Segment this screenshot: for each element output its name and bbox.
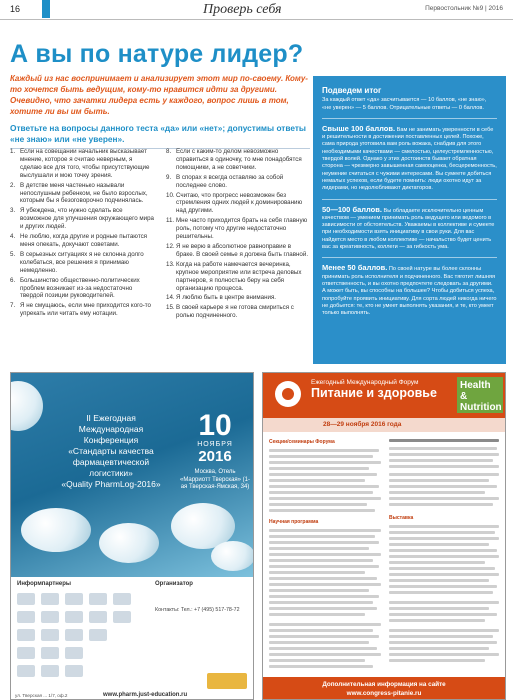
text-line: [269, 541, 379, 544]
question-item: 10. Считаю, что прогресс невозможен без стремления одних людей к доминированию над другими.: [166, 191, 303, 215]
text-line: [389, 465, 499, 468]
conference-venue: Москва, Отель «Марриотт Тверская» (1-ая Тверская-Ямская, 34): [179, 469, 250, 490]
article-title: А вы по натуре лидер?: [10, 40, 304, 68]
text-line: [389, 641, 497, 644]
question-item: 9. В спорах я всегда оставляю за собой последнее слово.: [166, 173, 284, 189]
text-line: [269, 613, 365, 616]
text-line: [269, 635, 379, 638]
partner-logo: [65, 665, 83, 677]
partner-logo: [41, 611, 59, 623]
text-line: [269, 653, 381, 656]
conference-banner: [11, 373, 253, 577]
questions-column-1: [10, 148, 154, 320]
text-line: [269, 559, 373, 562]
partner-logo: [89, 629, 107, 641]
questions-column-2: [166, 148, 310, 322]
text-line: [269, 547, 369, 550]
text-line: [269, 473, 377, 476]
partner-logo: [65, 647, 83, 659]
text-line: [389, 567, 495, 570]
question-item: 6. Большинство общественно-политических проблем возникает из-за недостаточно твердой позиции руководителей.: [10, 276, 140, 300]
text-line: [389, 479, 489, 482]
question-item: 2. В детстве меня частенько называли непослушным ребенком, не было взрослых, которым бы я безоговорочно подчинялась.: [10, 181, 148, 205]
text-line: [389, 503, 493, 506]
pill-graphic: [21, 508, 91, 552]
text-line: [269, 503, 367, 506]
question-item: 4. Не люблю, когда другие и родные пытаются меня опекать, докучают советами.: [10, 233, 148, 248]
forum-info-label: Дополнительная информация на сайте: [322, 681, 446, 688]
text-line: [389, 549, 497, 552]
magazine-issue: Первостольник №9 | 2016: [425, 5, 503, 12]
text-line: [389, 573, 499, 576]
forum-title: Питание и здоровье: [311, 386, 437, 400]
question-item: 7. Я не смущаюсь, если мне приходится кого-то упрекать или читать ему нотации.: [10, 302, 151, 318]
results-box: [313, 76, 506, 364]
text-line: [269, 449, 379, 452]
question-item: 13. Когда на работе намечается вечеринка, крупное мероприятие или встреча деловых партнеров, я полностью беру на себя организацию процесса.: [166, 260, 302, 292]
text-line: [269, 595, 379, 598]
text-line: [389, 659, 485, 662]
text-line: [269, 589, 369, 592]
text-line: [389, 585, 497, 588]
text-line: [389, 525, 499, 528]
health-nutrition-badge: Health & Nutrition: [457, 377, 503, 413]
text-line: [269, 491, 373, 494]
text-line: [269, 467, 369, 470]
organizer-logo: [207, 673, 247, 689]
results-title: Подведем итог: [322, 86, 382, 95]
partner-logo: [113, 593, 131, 605]
text-line: [269, 647, 377, 650]
conference-address: ул. Тверская ... 1/7, оф.2: [15, 693, 68, 698]
text-line: [269, 607, 377, 610]
question-item: 8. Если с каким-то делом невозможно справиться в одиночку, то мне понадобятся помощники, а не советчики.: [166, 148, 302, 171]
text-line: [389, 497, 499, 500]
text-line: [269, 659, 365, 662]
result-mid: 50—100 баллов. Вы обладаете исключительно ценным качеством — умением принимать роль ведущего или ведомого в зависимости от обстоятельств. Уважаемы в коллективе и сумеете при необходимости взять инициативу в свои руки. Для вас найдется место в любом коллективе — начальство будет ценить вас за креативность, коллеги — за гибкость ума.: [322, 204, 495, 251]
partner-logo: [113, 611, 131, 623]
partner-logo: [17, 611, 35, 623]
divider: [322, 257, 497, 258]
text-line: [269, 553, 381, 556]
question-item: 11. Мне часто приходится брать на себя главную роль, потому что другие недостаточно решительны.: [166, 217, 308, 241]
partner-logo: [17, 629, 35, 641]
text-line: [269, 577, 377, 580]
conference-url[interactable]: www.pharm.just-education.ru: [103, 692, 188, 698]
text-line: [269, 529, 381, 532]
text-line: [389, 579, 489, 582]
forum-subtitle: Ежегодный Международный Форум: [311, 379, 419, 386]
forum-banner: [263, 373, 505, 418]
text-line: [389, 447, 497, 450]
text-line: [389, 485, 497, 488]
scoring-rules: За каждый ответ «да» засчитывается — 10 баллов, «не знаю», «не уверен» — 5 баллов. Отрицательные ответы — 0 баллов.: [322, 97, 487, 111]
conference-date: 10 НОЯБРЯ 2016 Москва, Отель «Марриотт Тверская» (1-ая Тверская-Ямская, 34): [179, 409, 250, 490]
conference-title: II Ежегодная Международная Конференция «Стандарты качества фармацевтической логистики» «Quality PharmLog-2016»: [61, 413, 161, 489]
question-item: 12. Я не верю в абсолютное равноправие в браке. В своей семье я должна быть главной.: [166, 242, 309, 258]
section-title: Проверь себя: [203, 2, 282, 17]
text-line: [389, 491, 485, 494]
partner-logo: [65, 611, 83, 623]
pill-graphic: [99, 523, 159, 563]
text-line: [269, 535, 375, 538]
text-line: [389, 453, 499, 456]
partner-logo: [89, 593, 107, 605]
test-instructions: Ответьте на вопросы данного теста «да» или «нет»; допустимы ответы «не знаю» или «не уверен».: [10, 123, 310, 149]
partner-logo: [17, 647, 35, 659]
partner-logo: [41, 629, 59, 641]
partner-logo: [41, 665, 59, 677]
partner-logo: [65, 593, 83, 605]
result-low: Менее 50 баллов. По своей натуре вы более склонны принимать роль исполнителя и подчиненного. Вас тяготит лишняя ответственность, и вы охотно предпочтете следовать за другими. А может быть, вы способны на большее? Чтобы добиться успеха, попробуйте проявить инициативу. Для сорта людей никогда ничего не добьется: те, кто не умеет выполнять указания, и те, кто умеет только выполнять.: [322, 263, 497, 317]
page-number: 16: [10, 4, 21, 14]
forum-logo: [275, 381, 301, 407]
text-line: [389, 607, 489, 610]
partner-logo: [17, 665, 35, 677]
result-high: Свыше 100 баллов. Вам не занимать уверенности в себе и решительности в достижении поставленных целей. Похоже, сама природа уготовила вам роль вожака, снабдив для этого необходимыми качествами — смелостью, целеустремленностью, твердой волей. Однако у этих достоинств бывает обратная сторона — чрезмерно завышенная самооценка, бесцеремонность, неумение считаться с чужими интересами. Вы сумеете добиться немалых успехов, если будете помнить: люди охотно идут за лидерами, но недолюбливают диктаторов.: [322, 123, 497, 192]
question-item: 14. Я люблю быть в центре внимания.: [166, 294, 277, 302]
text-line: [389, 473, 499, 476]
text-line: [389, 537, 499, 540]
page-header: [0, 0, 513, 20]
question-item: 5. В серьезных ситуациях я не склонна долго колебаться, все решения я принимаю немедленно.: [10, 250, 144, 274]
text-line: [269, 565, 379, 568]
text-line: [269, 485, 379, 488]
text-line: [389, 613, 497, 616]
partner-logo: [41, 593, 59, 605]
text-line: [269, 509, 375, 512]
partners-label: Информпартнеры: [17, 581, 72, 587]
text-line: [389, 629, 499, 632]
text-line: [389, 601, 499, 604]
pill-graphic: [10, 381, 43, 431]
divider: [322, 199, 497, 200]
text-line: [389, 635, 493, 638]
text-line: [269, 455, 373, 458]
text-line: [389, 653, 499, 656]
partner-logo: [41, 647, 59, 659]
forum-url[interactable]: www.congress-pitanie.ru: [346, 690, 422, 697]
organizer-label: Организатор: [155, 581, 193, 587]
text-line: [389, 619, 485, 622]
text-line: [389, 647, 489, 650]
text-line: [269, 583, 381, 586]
partner-logo: [65, 629, 83, 641]
text-line: [269, 623, 381, 626]
section-tag: [42, 0, 50, 18]
text-line: [389, 591, 493, 594]
question-item: 15. В своей карьере я не готова смириться с ролью подчиненного.: [166, 304, 294, 320]
forum-exhibition-title: Выставка: [389, 515, 414, 521]
partner-logo: [89, 611, 107, 623]
conference-contacts: Контакты: Тел.: +7 (495) 517-78-72: [155, 607, 240, 613]
text-line: [389, 459, 493, 462]
divider: [322, 118, 497, 119]
text-line: [389, 543, 489, 546]
text-line: [269, 641, 369, 644]
text-line: [269, 629, 373, 632]
text-line: [269, 461, 381, 464]
forum-program-title: Научная программа: [269, 519, 319, 525]
table-header-line: [389, 439, 499, 442]
article-lead: Каждый из нас воспринимает и анализирует этот мир по-своему. Кому-то хочется быть ведущим, кому-то нравится идти за другими. Очевидно, что зачатки лидера есть у каждого, вопрос лишь в том, хотите ли вы им быть.: [10, 74, 308, 116]
question-item: 3. Я убеждена, что нужно сделать все возможное для улучшения окружающего мира и других людей.: [10, 207, 154, 231]
pill-graphic: [211, 541, 254, 571]
partner-logo: [17, 593, 35, 605]
conference-ad[interactable]: [10, 372, 254, 700]
forum-sections-title: Секции/семинары Форума: [269, 439, 335, 445]
forum-dates: 28—29 ноября 2016 года: [263, 418, 505, 432]
text-line: [389, 531, 495, 534]
forum-footer[interactable]: [263, 677, 505, 700]
conference-partners: [11, 577, 253, 700]
text-line: [389, 555, 499, 558]
question-item: 1. Если на совещании начальник высказывает мнение, которое я считаю неверным, я сделаю все для того, чтобы присутствующие выслушали и мою точку зрения.: [10, 148, 150, 179]
text-line: [269, 497, 381, 500]
text-line: [269, 601, 373, 604]
text-line: [269, 571, 365, 574]
text-line: [269, 665, 373, 668]
text-line: [389, 561, 485, 564]
text-line: [269, 479, 365, 482]
forum-ad[interactable]: [262, 372, 506, 700]
